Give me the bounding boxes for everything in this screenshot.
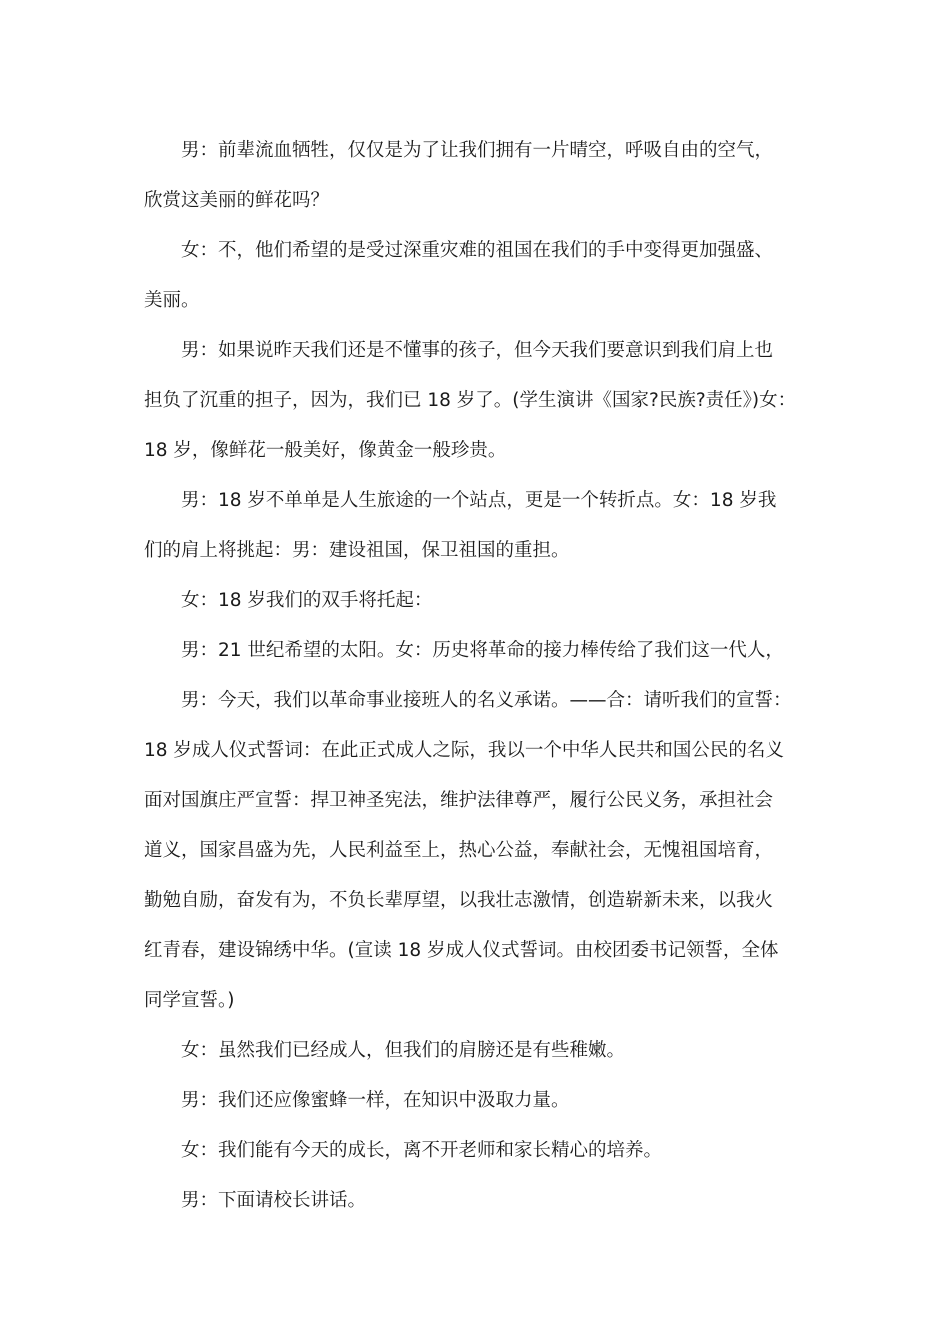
- text-line: 18 岁成人仪式誓词：在此正式成人之际，我以一个中华人民共和国公民的名义: [144, 740, 784, 761]
- text-line: 担负了沉重的担子，因为，我们已 18 岁了。(学生演讲《国家?民族?责任》)女：: [144, 390, 797, 411]
- text-line: 男：下面请校长讲话。: [181, 1190, 367, 1211]
- document-body: [144, 126, 809, 1226]
- text-line: 男：我们还应像蜜蜂一样，在知识中汲取力量。: [181, 1090, 570, 1111]
- text-line: 女：虽然我们已经成人，但我们的肩膀还是有些稚嫩。: [181, 1040, 626, 1061]
- text-line: 欣赏这美丽的鲜花吗？: [144, 190, 330, 211]
- text-line: 男：前辈流血牺牲，仅仅是为了让我们拥有一片晴空，呼吸自由的空气，: [181, 140, 774, 161]
- text-line: 男：18 岁不单单是人生旅途的一个站点，更是一个转折点。女：18 岁我: [181, 490, 777, 511]
- text-line: 女：我们能有今天的成长，离不开老师和家长精心的培养。: [181, 1140, 663, 1161]
- text-line: 男：21 世纪希望的太阳。女：历史将革命的接力棒传给了我们这一代人，: [181, 640, 784, 661]
- text-line: 道义，国家昌盛为先，人民利益至上，热心公益，奉献社会，无愧祖国培育，: [144, 840, 774, 861]
- text-line: 勤勉自励，奋发有为，不负长辈厚望，以我壮志激情，创造崭新未来，以我火: [144, 890, 774, 911]
- text-line: 18 岁，像鲜花一般美好，像黄金一般珍贵。: [144, 440, 507, 461]
- text-line: 们的肩上将挑起：男：建设祖国，保卫祖国的重担。: [144, 540, 570, 561]
- text-line: 同学宣誓。): [144, 990, 235, 1011]
- text-line: 女：18 岁我们的双手将托起：: [181, 590, 433, 611]
- text-line: 男：今天，我们以革命事业接班人的名义承诺。——合：请听我们的宣誓：: [181, 690, 792, 711]
- text-line: 女：不，他们希望的是受过深重灾难的祖国在我们的手中变得更加强盛、: [181, 240, 774, 261]
- text-line: 红青春，建设锦绣中华。(宣读 18 岁成人仪式誓词。由校团委书记领誓，全体: [144, 940, 779, 961]
- text-line: 美丽。: [144, 290, 200, 311]
- text-line: 面对国旗庄严宣誓：捍卫神圣宪法，维护法律尊严，履行公民义务，承担社会: [144, 790, 774, 811]
- text-line: 男：如果说昨天我们还是不懂事的孩子，但今天我们要意识到我们肩上也: [181, 340, 774, 361]
